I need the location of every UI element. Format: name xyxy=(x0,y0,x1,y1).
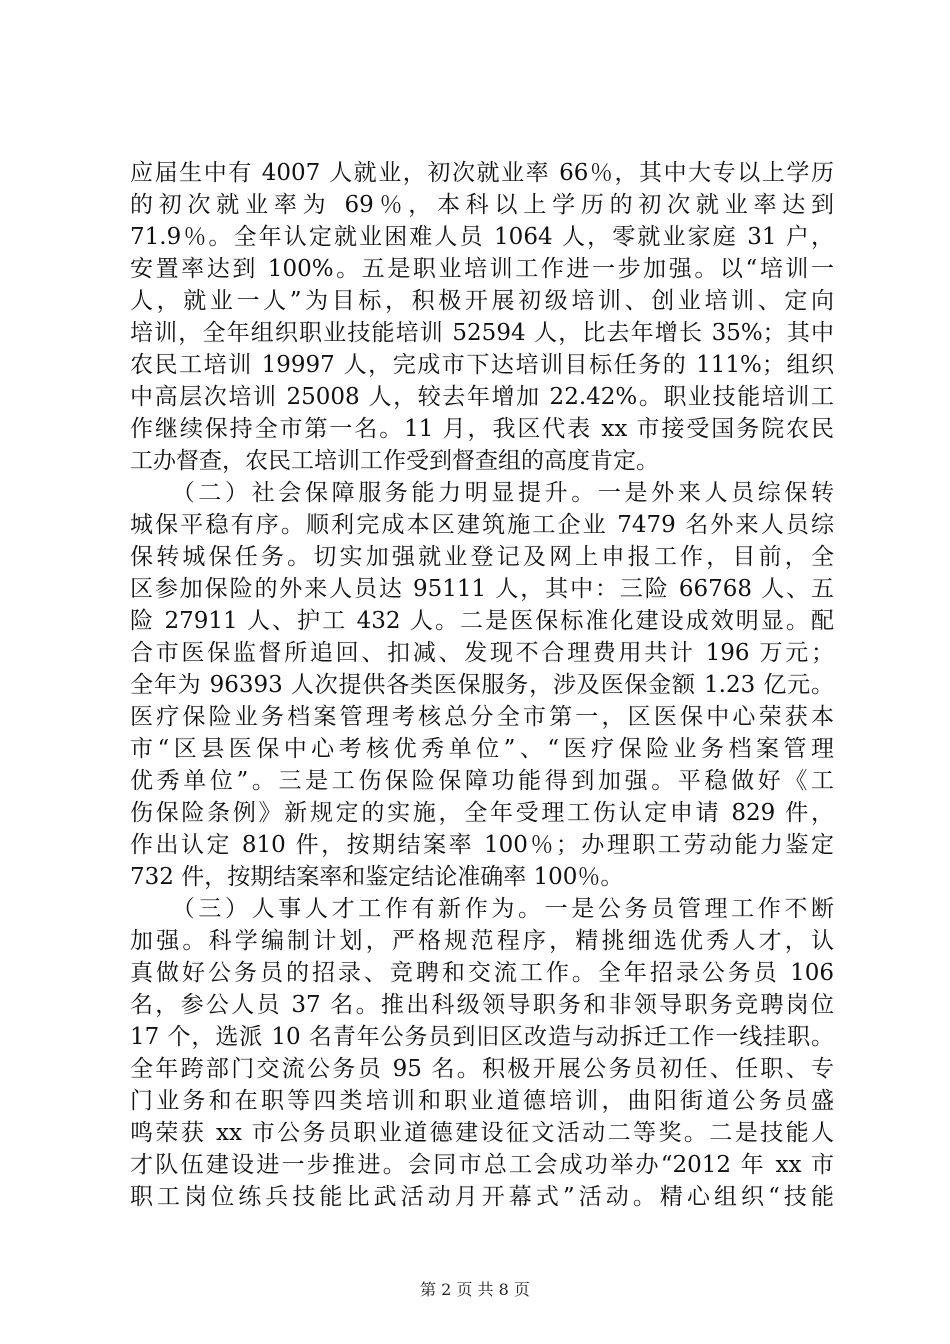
body-line: 应届生中有 4007 人就业，初次就业率 66％，其中大专以上学历 xyxy=(130,160,834,186)
body-line: 732 件，按期结案率和鉴定结论准确率 100％。 xyxy=(130,864,624,890)
body-line: 全年为 96393 人次提供各类医保服务，涉及医保金额 1.23 亿元。 xyxy=(130,672,834,698)
body-line: 17 个，选派 10 名青年公务员到旧区改造与动拆迁工作一线挂职。 xyxy=(130,1024,834,1050)
body-line: 才队伍建设进一步推进。会同市总工会成功举办“2012 年 xx 市 xyxy=(130,1152,834,1178)
body-line: 险 27911 人、护工 432 人。二是医保标准化建设成效明显。配 xyxy=(130,608,834,634)
body-line: 合市医保监督所追回、扣减、发现不合理费用共计 196 万元； xyxy=(130,640,834,666)
page-footer: 第 2 页 共 8 页 xyxy=(420,1280,530,1299)
body-line: （二）社会保障服务能力明显提升。一是外来人员综保转 xyxy=(130,480,834,506)
body-line: 中高层次培训 25008 人，较去年增加 22.42%。职业技能培训工 xyxy=(130,384,834,410)
body-line: 加强。科学编制计划，严格规范程序，精挑细选优秀人才，认 xyxy=(130,928,834,954)
body-line: 人，就业一人”为目标，积极开展初级培训、创业培训、定向 xyxy=(130,288,834,314)
body-line: 的初次就业率为 69％，本科以上学历的初次就业率达到 xyxy=(130,192,834,218)
body-line: 伤保险条例》新规定的实施，全年受理工伤认定申请 829 件， xyxy=(130,800,834,826)
body-line: 真做好公务员的招录、竞聘和交流工作。全年招录公务员 106 xyxy=(130,960,834,986)
body-line: 工办督查，农民工培训工作受到督查组的高度肯定。 xyxy=(130,448,659,474)
body-line: 区参加保险的外来人员达 95111 人，其中：三险 66768 人、五 xyxy=(130,576,834,602)
body-line: （三）人事人才工作有新作为。一是公务员管理工作不断 xyxy=(130,896,834,922)
body-line: 保转城保任务。切实加强就业登记及网上申报工作，目前，全 xyxy=(130,544,834,570)
body-line: 农民工培训 19997 人，完成市下达培训目标任务的 111%；组织 xyxy=(130,352,834,378)
body-line: 71.9％。全年认定就业困难人员 1064 人，零就业家庭 31 户， xyxy=(130,224,834,250)
body-line: 城保平稳有序。顺利完成本区建筑施工企业 7479 名外来人员综 xyxy=(130,512,834,538)
body-line: 医疗保险业务档案管理考核总分全市第一，区医保中心荣获本 xyxy=(130,704,834,730)
body-line: 作出认定 810 件，按期结案率 100％；办理职工劳动能力鉴定 xyxy=(130,832,834,858)
document-body xyxy=(130,157,834,1213)
body-line: 市“区县医保中心考核优秀单位”、“医疗保险业务档案管理 xyxy=(130,736,834,762)
body-line: 门业务和在职等四类培训和职业道德培训，曲阳街道公务员盛 xyxy=(130,1088,834,1114)
body-line: 名，参公人员 37 名。推出科级领导职务和非领导职务竞聘岗位 xyxy=(130,992,834,1018)
body-line: 全年跨部门交流公务员 95 名。积极开展公务员初任、任职、专 xyxy=(130,1056,834,1082)
body-line: 职工岗位练兵技能比武活动月开幕式”活动。精心组织“技能 xyxy=(130,1184,834,1210)
body-line: 培训，全年组织职业技能培训 52594 人，比去年增长 35%；其中 xyxy=(130,320,834,346)
body-line: 作继续保持全市第一名。11 月，我区代表 xx 市接受国务院农民 xyxy=(130,416,834,442)
body-line: 鸣荣获 xx 市公务员职业道德建设征文活动二等奖。二是技能人 xyxy=(130,1120,834,1146)
body-line: 优秀单位”。三是工伤保险保障功能得到加强。平稳做好《工 xyxy=(130,768,834,794)
body-line: 安置率达到 100%。五是职业培训工作进一步加强。以“培训一 xyxy=(130,256,834,282)
